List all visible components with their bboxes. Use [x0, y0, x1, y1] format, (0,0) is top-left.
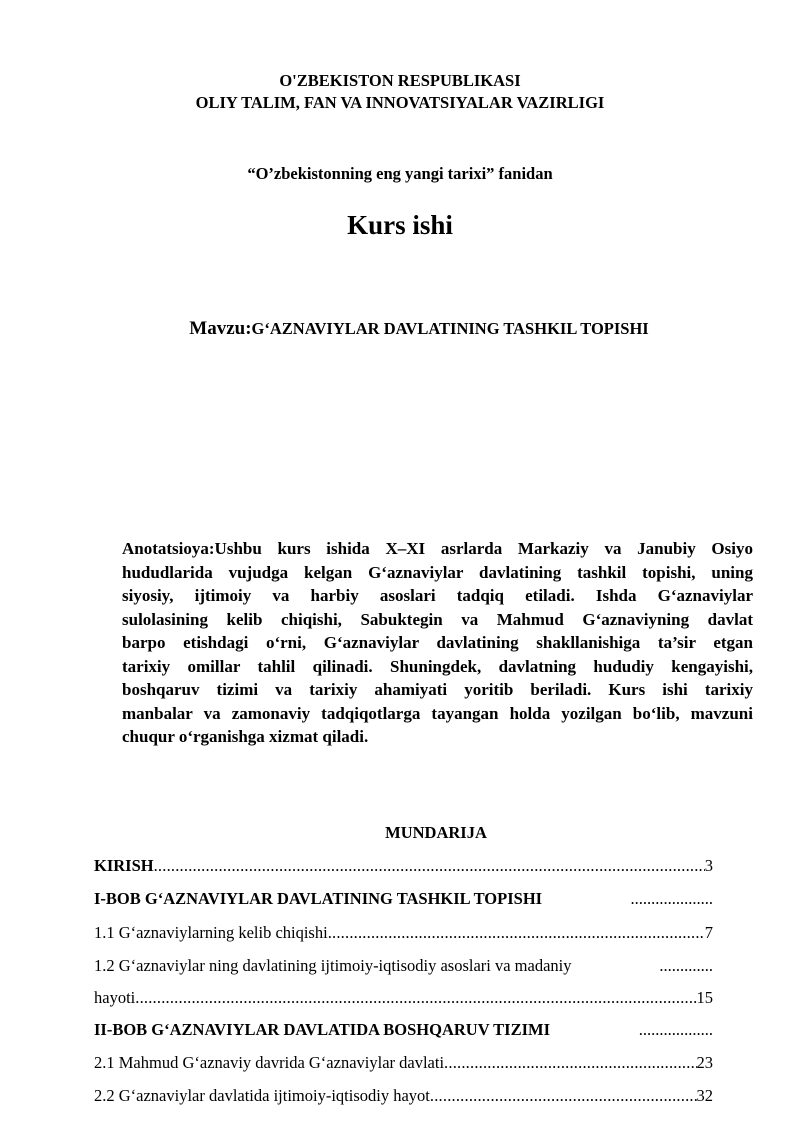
toc-entry-text: KIRISH	[94, 856, 154, 875]
toc-leader	[135, 988, 696, 1008]
abstract-line: boshqaruv tizimi va tarixiy ahamiyati yoritib beriladi. Kurs ishi tarixiy	[122, 680, 753, 699]
toc-entry-text: 2.2 G‘aznaviylar davlatida ijtimoiy-iqtisodiy hayot	[94, 1086, 430, 1105]
toc-page: 3	[704, 856, 713, 875]
toc-title: MUNDARIJA	[385, 823, 487, 842]
abstract-line: tarixiy omillar tahlil qilinadi. Shuningdek, davlatning hududiy kengayishi,	[122, 656, 753, 676]
toc-entry[interactable]	[94, 923, 713, 945]
ministry-line-2: OLIY TALIM, FAN VA INNOVATSIYALAR VAZIRLIGI	[195, 93, 605, 112]
document-title: Kurs ishi	[347, 210, 453, 240]
toc-leader	[430, 1086, 697, 1106]
abstract	[122, 537, 753, 749]
toc-leader	[444, 1053, 696, 1073]
toc-entry[interactable]	[94, 1086, 713, 1108]
toc-entry-text: 1.2 G‘aznaviylar ning davlatining ijtimoiy-iqtisodiy asoslari va madaniy	[94, 956, 572, 975]
toc-entry-text: hayoti	[94, 988, 136, 1007]
abstract-line: Anotatsioya:Ushbu kurs ishida X–XI asrlarda Markaziy va Janubiy Osiyo	[122, 539, 753, 558]
toc-entry[interactable]	[94, 1020, 713, 1042]
toc-entry[interactable]	[94, 988, 713, 1010]
toc-page: 15	[696, 988, 713, 1007]
topic-label: Mavzu:	[189, 318, 252, 339]
ministry-line-1: O'ZBEKISTON RESPUBLIKASI	[279, 71, 521, 90]
toc-entry[interactable]	[94, 956, 713, 978]
header	[0, 70, 800, 114]
subject-line: “O’zbekistonning eng yangi tarixi” fanidan	[247, 164, 553, 183]
abstract-line: sulolasining kelib chiqishi, Sabuktegin va Mahmud G‘aznaviyning davlat	[122, 609, 753, 629]
toc-page: 32	[696, 1086, 713, 1105]
toc-leader	[154, 856, 705, 876]
toc-page: .............	[659, 956, 713, 975]
abstract-line: chuqur o‘rganishga xizmat qiladi.	[122, 727, 369, 746]
toc-entry[interactable]	[94, 856, 713, 878]
toc-entry[interactable]	[94, 889, 713, 911]
toc-leader	[328, 923, 705, 943]
toc-entry[interactable]	[94, 1053, 713, 1075]
toc-entry-text: 1.1 G‘aznaviylarning kelib chiqishi	[94, 923, 328, 942]
abstract-line: manbalar va zamonaviy tadqiqotlarga tayangan holda yozilgan bo‘lib, mavzuni	[122, 703, 753, 723]
toc-page: ..................	[638, 1020, 713, 1039]
toc-page: ....................	[630, 889, 713, 908]
abstract-line: siyosiy, ijtimoiy va harbiy asoslari tadqiq etiladi. Ishda G‘aznaviylar	[122, 586, 753, 605]
toc-page: 23	[696, 1053, 713, 1072]
abstract-line: barpo etishdagi o‘rni, G‘aznaviylar davlatining shakllanishiga ta’sir etgan	[122, 633, 753, 652]
topic-value: G‘AZNAVIYLAR DAVLATINING TASHKIL TOPISHI	[251, 319, 649, 338]
toc-entry-text: I-BOB G‘AZNAVIYLAR DAVLATINING TASHKIL TOPISHI	[94, 889, 543, 908]
topic	[0, 318, 800, 340]
toc-entry-text: II-BOB G‘AZNAVIYLAR DAVLATIDA BOSHQARUV TIZIMI	[94, 1020, 550, 1039]
abstract-line: hududlarida vujudga kelgan G‘aznaviylar davlatining tashkil topishi, uning	[122, 562, 753, 582]
toc-page: 7	[704, 923, 713, 942]
toc-entry-text: 2.1 Mahmud G‘aznaviy davrida G‘aznaviylar davlati	[94, 1053, 445, 1072]
